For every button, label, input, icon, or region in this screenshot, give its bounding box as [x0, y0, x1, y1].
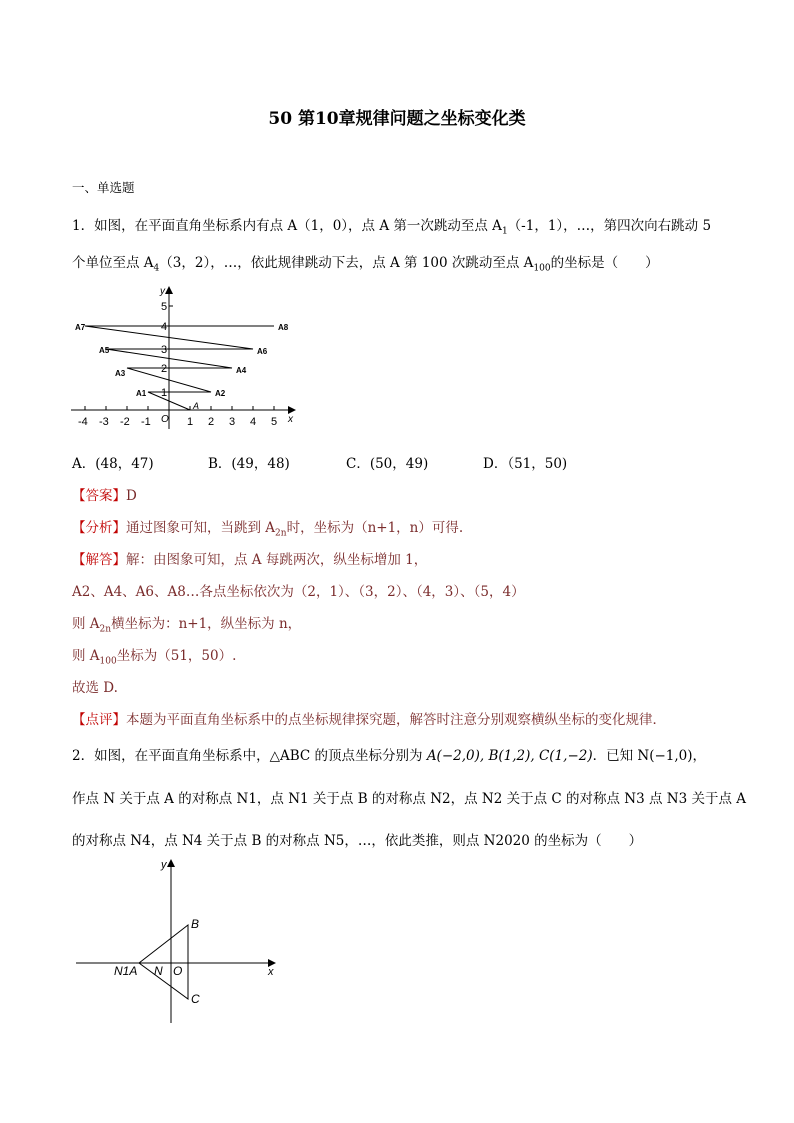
q1-answer: 【答案】D: [72, 488, 137, 504]
q1-option-b: B．(49，48): [208, 456, 290, 472]
q1-xtick: 3: [229, 416, 236, 428]
q1-solution-2: A2、A4、A6、A8…各点坐标依次为（2，1）、（3，2）、（4，3）、（5，4）: [72, 584, 525, 600]
q1-solution-5: 故选 D.: [72, 680, 118, 696]
q1-line2: 个单位至点 $A_4(3$，2），…，依此规律跳动下去，点 A 第 100 次跳动至点 $A_{100}$的坐标是（ ）: [72, 255, 659, 274]
q1-point-label: A7: [75, 323, 86, 332]
q1-x-axis-arrow: [288, 406, 296, 414]
q1-y-label: y: [160, 286, 165, 297]
q1-xtick: -4: [78, 416, 88, 428]
q1-origin-label: O: [161, 414, 169, 425]
q1-ytick: 1: [161, 387, 168, 399]
q1-line1: 1．如图，在平面直角坐标系内有点 A（1，0），点 A 第一次跳动至点 $A_1(-1$，1），…，第四次向右跳动 5: [72, 218, 712, 237]
page-title: 50 第10章规律问题之坐标变化类: [268, 109, 526, 129]
q1-xtick: 1: [187, 416, 194, 428]
q2-o-label: O: [173, 964, 183, 978]
q2-triangle-figure: [74, 856, 284, 1026]
q1-a-label: A: [193, 401, 200, 411]
q1-jump-figure: [66, 284, 306, 430]
q1-y-axis-arrow: [165, 286, 173, 294]
section-heading: 一、单选题: [72, 180, 135, 195]
q1-xtick: -2: [120, 416, 130, 428]
q2-n1a-label: N1A: [114, 964, 138, 978]
q1-comment: 【点评】本题为平面直角坐标系中的点坐标规律探究题，解答时注意分别观察横纵坐标的变化规律．: [72, 712, 666, 728]
q2-line2: 作点 N 关于点 A 的对称点 N1，点 N1 关于点 B 的对称点 N2，点 N2 关于点 C 的对称点 N3 点 N3 关于点 A: [72, 791, 747, 807]
q1-point-label: A8: [278, 323, 289, 332]
q1-x-label: x: [288, 414, 293, 425]
q1-xtick: 4: [250, 416, 257, 428]
q1-point-label: A3: [115, 369, 126, 378]
q1-xtick: 5: [271, 416, 278, 428]
q2-line3: 的对称点 N4，点 N4 关于点 B 的对称点 N5，…，依此类推，则点 N2020 的坐标为（ ）: [72, 833, 643, 849]
q1-point-label: A1: [136, 389, 147, 398]
q2-b-label: B: [191, 917, 200, 931]
q2-y-axis-arrow: [167, 859, 175, 867]
q1-point-label: A6: [257, 347, 268, 356]
q1-option-a: A．(48，47): [72, 456, 154, 472]
q1-solution-4: 则 $A_{100}$坐标为（51，50）.: [72, 648, 237, 667]
q1-solution-1: 【解答】解：由图象可知，点 A 每跳两次，纵坐标增加 1，: [72, 552, 428, 568]
q2-y-label: y: [161, 859, 167, 871]
q1-xtick: -3: [99, 416, 109, 428]
q1-ytick: 5: [161, 301, 168, 313]
q1-point-label: A2: [215, 389, 226, 398]
q1-ytick: 3: [161, 344, 168, 356]
q1-analysis: 【分析】通过图象可知，当跳到 $A_{2n}$时，坐标为（n+1，n）可得.: [72, 520, 464, 539]
q2-line1: 2．如图，在平面直角坐标系中，△ABC 的顶点坐标分别为 A(−2,0), B(1,2), C(1,−2)．已知 N(−1,0)，: [72, 748, 707, 764]
q1-option-d: D．（51，50): [483, 456, 568, 472]
q1-point-label: A4: [236, 366, 247, 375]
q1-ytick: 4: [161, 321, 168, 333]
q2-n-label: N: [154, 964, 163, 978]
q1-xtick: -1: [141, 416, 151, 428]
q1-xtick: 2: [208, 416, 215, 428]
q1-point-label: A5: [99, 346, 110, 355]
q2-triangle-abc: [139, 925, 188, 999]
q2-x-label: x: [268, 966, 274, 978]
q2-c-label: C: [191, 992, 200, 1006]
q1-option-c: C．(50，49): [346, 456, 429, 472]
q1-ytick: 2: [161, 363, 168, 375]
q1-solution-3: 则 $A_{2n}$横坐标为：n+1，纵坐标为 n，: [72, 616, 302, 635]
